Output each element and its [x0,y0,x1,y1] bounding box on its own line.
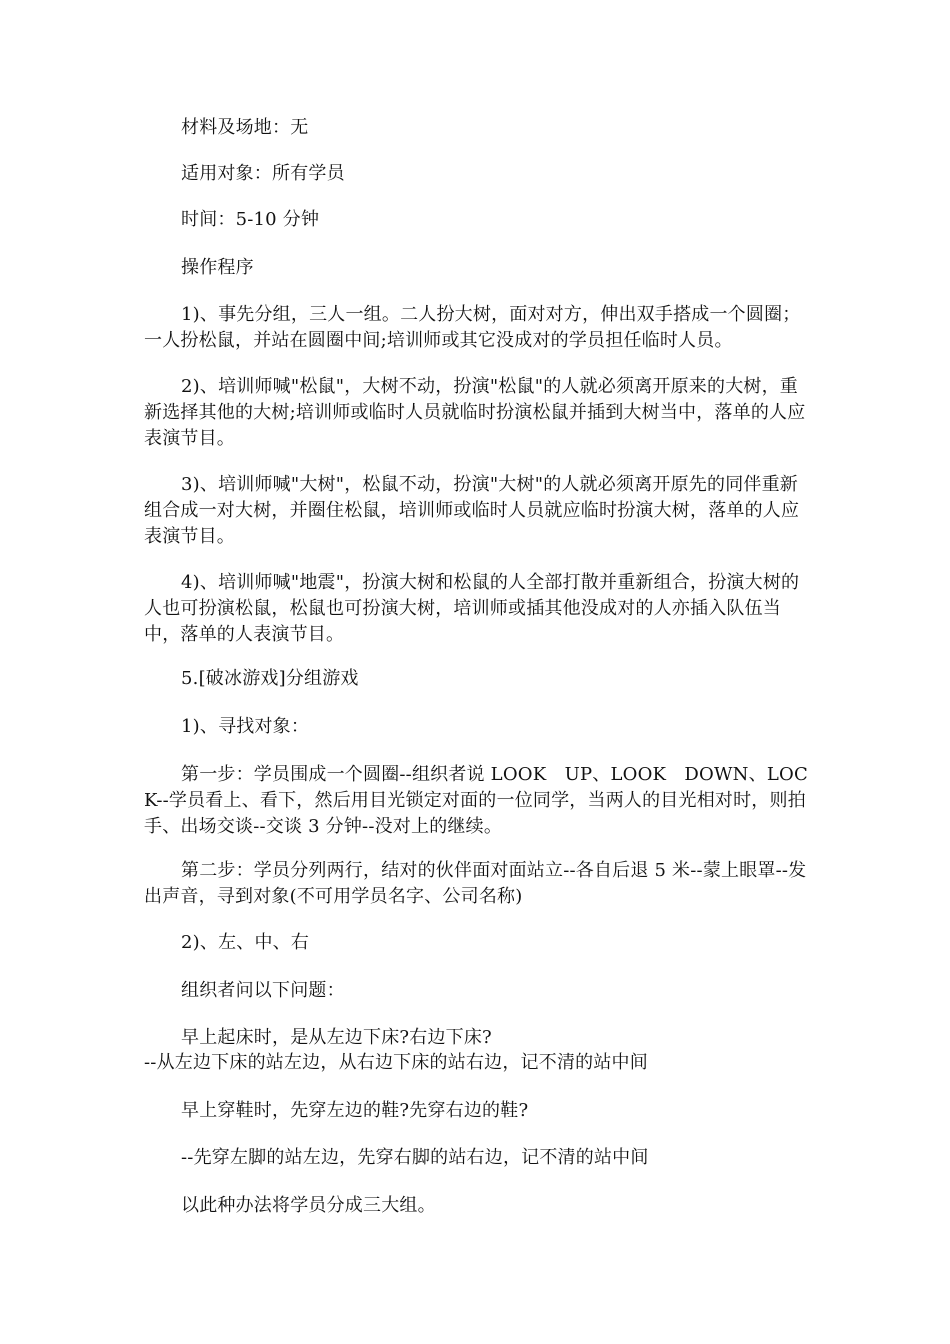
question-1: 早上起床时，是从左边下床?右边下床? [181,1027,492,1048]
step-4-paragraph: 4)、培训师喊"地震"，扮演大树和松鼠的人全部打散并重新组合，扮演大树的人也可扮演松鼠，松鼠也可扮演大树，培训师或插其他没成对的人亦插入队伍当中，落单的人表演节目。 [144,572,800,645]
find-partner-heading: 1)、寻找对象： [181,716,310,737]
left-middle-right-heading: 2)、左、中、右 [181,932,310,953]
question-2: 早上穿鞋时，先穿左边的鞋?先穿右边的鞋? [181,1100,529,1121]
section-5-heading: 5.[破冰游戏]分组游戏 [181,668,359,689]
second-step-paragraph: 第二步：学员分列两行，结对的伙伴面对面站立--各自后退 5 米--蒙上眼罩--发出声音，寻到对象(不可用学员名字、公司名称) [144,860,807,907]
audience-line: 适用对象：所有学员 [181,163,345,184]
step-1-paragraph: 1)、事先分组，三人一组。二人扮大树，面对对方，伸出双手搭成一个圆圈；一人扮松鼠，并站在圆圈中间;培训师或其它没成对的学员担任临时人员。 [144,304,801,351]
answer-2: --先穿左脚的站左边，先穿右脚的站右边，记不清的站中间 [181,1147,649,1168]
time-line: 时间：5-10 分钟 [181,209,320,230]
organizer-questions-line: 组织者问以下问题： [181,980,345,1001]
step-2-paragraph: 2)、培训师喊"松鼠"，大树不动，扮演"松鼠"的人就必须离开原来的大树，重新选择其他的大树;培训师或临时人员就临时扮演松鼠并插到大树当中，落单的人应表演节目。 [144,376,806,449]
materials-line: 材料及场地：无 [181,117,309,138]
conclusion-line: 以此种办法将学员分成三大组。 [181,1195,436,1216]
answer-1: --从左边下床的站左边，从右边下床的站右边，记不清的站中间 [144,1052,648,1073]
first-step-paragraph: 第一步：学员围成一个圆圈--组织者说 LOOK UP、LOOK DOWN、LOCK--学员看上、看下，然后用目光锁定对面的一位同学，当两人的目光相对时，则拍手、出场交谈--交谈 3 分钟--没对上的继续。 [144,764,808,837]
procedure-heading: 操作程序 [181,257,254,278]
step-3-paragraph: 3)、培训师喊"大树"，松鼠不动，扮演"大树"的人就必须离开原先的同伴重新组合成一对大树，并圈住松鼠，培训师或临时人员就应临时扮演大树，落单的人应表演节目。 [144,474,800,547]
